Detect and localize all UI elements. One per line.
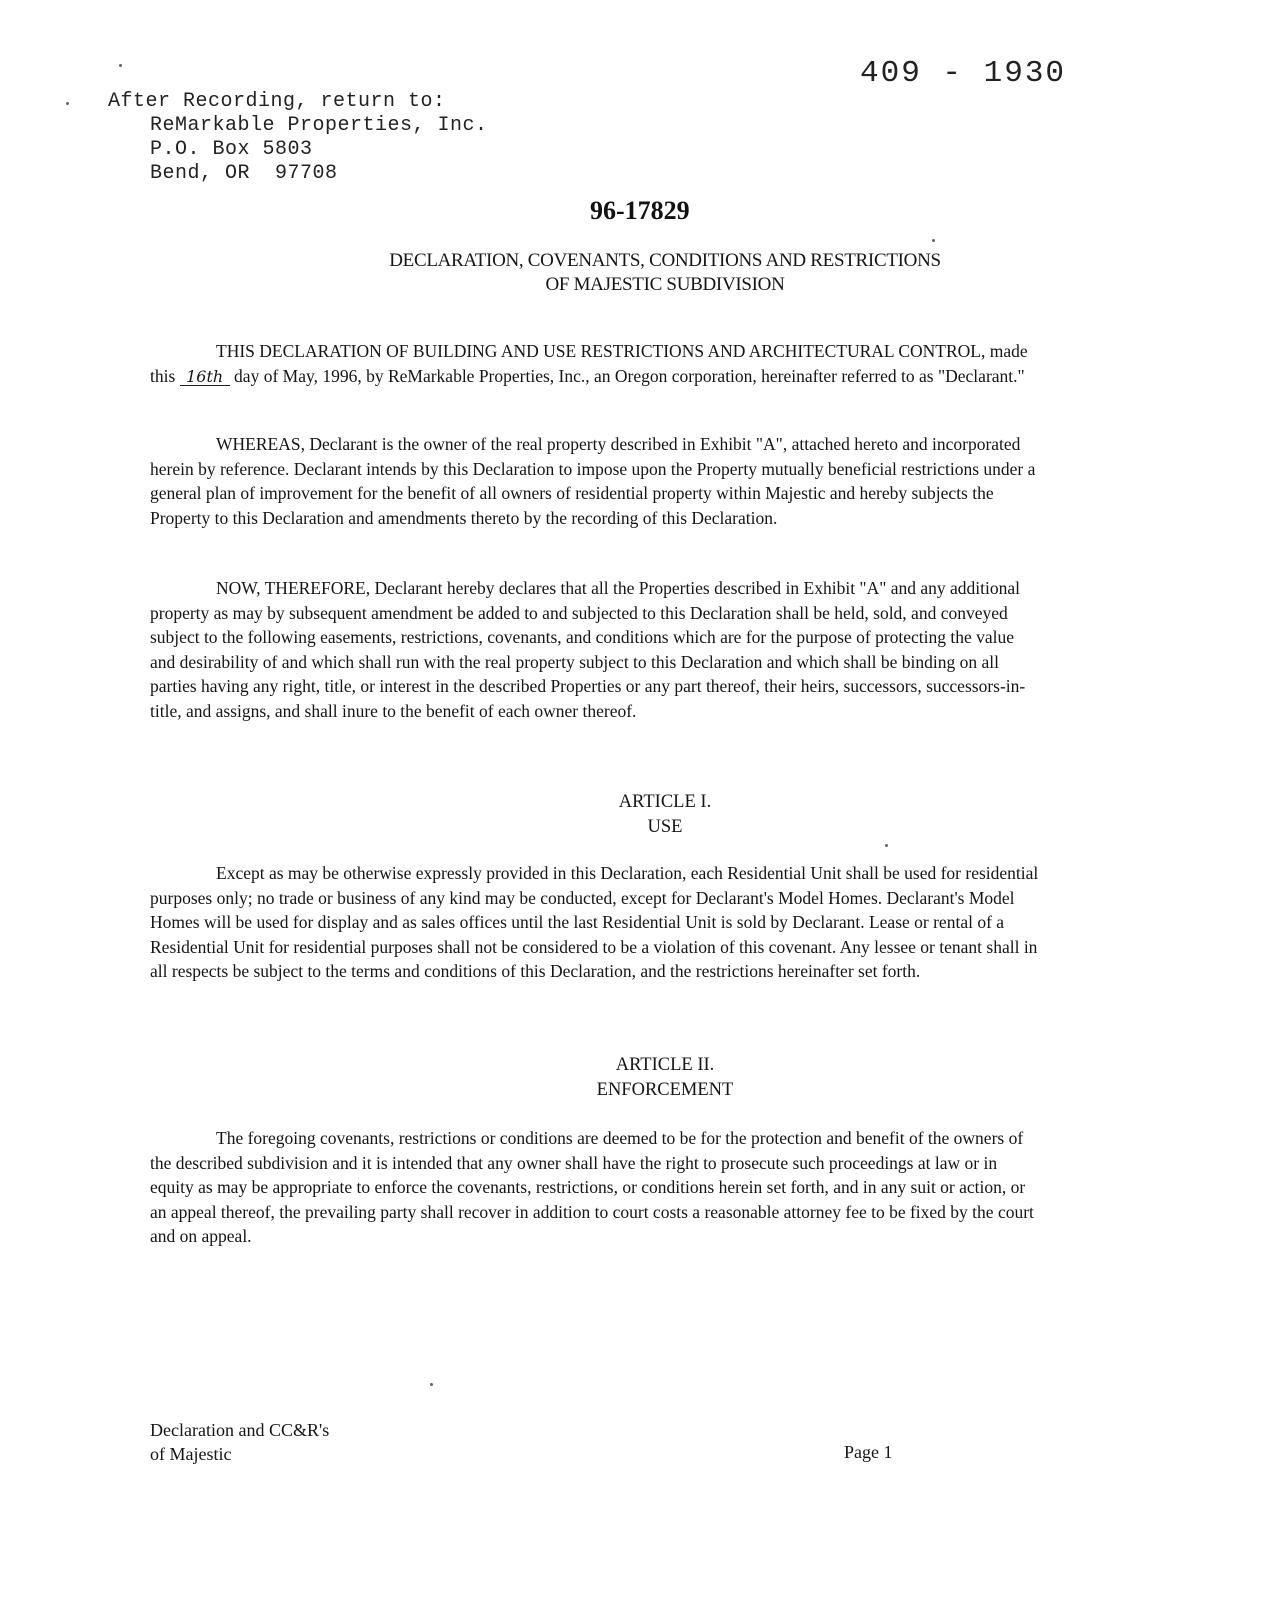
return-instruction: After Recording, return to: <box>108 90 446 113</box>
footer-doc-line-2: of Majestic <box>150 1444 232 1464</box>
title-line-2: OF MAJESTIC SUBDIVISION <box>545 274 785 295</box>
handwritten-day: 16th <box>180 369 230 386</box>
footer-doc-line-1: Declaration and CC&R's <box>150 1420 330 1440</box>
article-1-header <box>140 790 1190 840</box>
article-1-number: ARTICLE I. <box>618 792 712 812</box>
return-city-state-zip: Bend, OR 97708 <box>150 162 338 185</box>
document-title <box>140 249 1190 297</box>
article-2-heading: ENFORCEMENT <box>596 1080 734 1100</box>
scan-speck <box>885 844 888 847</box>
return-address-block <box>108 90 488 186</box>
scan-speck <box>119 64 122 67</box>
article-2-text: The foregoing covenants, restrictions or conditions are deemed to be for the protection and benefit of the owners of the described subdivision and it is intended that any owner shall have the right to prosecute such proceedings at law or in equity as may be appropriate to enforce the covenants, restrictions, or conditions herein set forth, and in any suit or action, or an appeal thereof, the prevailing party shall recover in addition to court costs a reasonable attorney fee to be fixed by the court and on appeal. <box>150 1128 1034 1246</box>
article-1-heading: USE <box>647 817 683 837</box>
intro-text-before-day: THIS DECLARATION OF BUILDING AND USE RESTRICTIONS AND ARCHITECTURAL CONTROL, made this <box>150 341 1028 386</box>
scan-speck <box>66 102 69 105</box>
page-number: Page 1 <box>844 1442 893 1462</box>
intro-text-after-day: day of May, 1996, by ReMarkable Properties, Inc., an Oregon corporation, hereinafter referred to as "Declarant." <box>229 365 1025 386</box>
footer-document-name <box>150 1418 329 1466</box>
recording-number: 96-17829 <box>590 196 690 225</box>
intro-paragraph <box>150 339 1040 388</box>
now-therefore-paragraph: NOW, THEREFORE, Declarant hereby declares that all the Properties described in Exhibit "A" and any additional property as may by subsequent amendment be added to and subjected to this Declaration shall be held, sold, and conveyed subject to the following easements, restrictions, covenants, and conditions which are for the purpose of protecting the value and desirability of and which shall run with the real property subject to this Declaration and which shall be binding on all parties having any right, title, or interest in the described Properties or any part thereof, their heirs, successors, successors-in-title, and assigns, and shall inure to the benefit of each owner thereof. <box>150 578 1026 721</box>
title-line-1: DECLARATION, COVENANTS, CONDITIONS AND RESTRICTIONS <box>389 250 941 271</box>
book-page-stamp: 409 - 1930 <box>860 56 1067 91</box>
article-2-header <box>140 1053 1190 1103</box>
scan-speck <box>430 1383 433 1386</box>
scan-speck <box>932 239 935 242</box>
article-2-number: ARTICLE II. <box>615 1055 715 1075</box>
whereas-paragraph: WHEREAS, Declarant is the owner of the real property described in Exhibit "A", attached hereto and incorporated herein by reference. Declarant intends by this Declaration to impose upon the Property mutually beneficial restrictions under a general plan of improvement for the benefit of all owners of residential property within Majestic and hereby subjects the Property to this Declaration and amendments thereto by the recording of this Declaration. <box>150 434 1036 528</box>
return-company: ReMarkable Properties, Inc. <box>150 114 488 137</box>
return-po-box: P.O. Box 5803 <box>150 138 313 161</box>
article-1-text: Except as may be otherwise expressly provided in this Declaration, each Residential Unit shall be used for residential purposes only; no trade or business of any kind may be conducted, except for Declarant's Model Homes. Declarant's Model Homes will be used for display and as sales offices until the last Residential Unit is sold by Declarant. Lease or rental of a Residential Unit for residential purposes shall not be considered to be a violation of this covenant. Any lessee or tenant shall in all respects be subject to the terms and conditions of this Declaration, and the restrictions hereinafter set forth. <box>150 863 1039 981</box>
